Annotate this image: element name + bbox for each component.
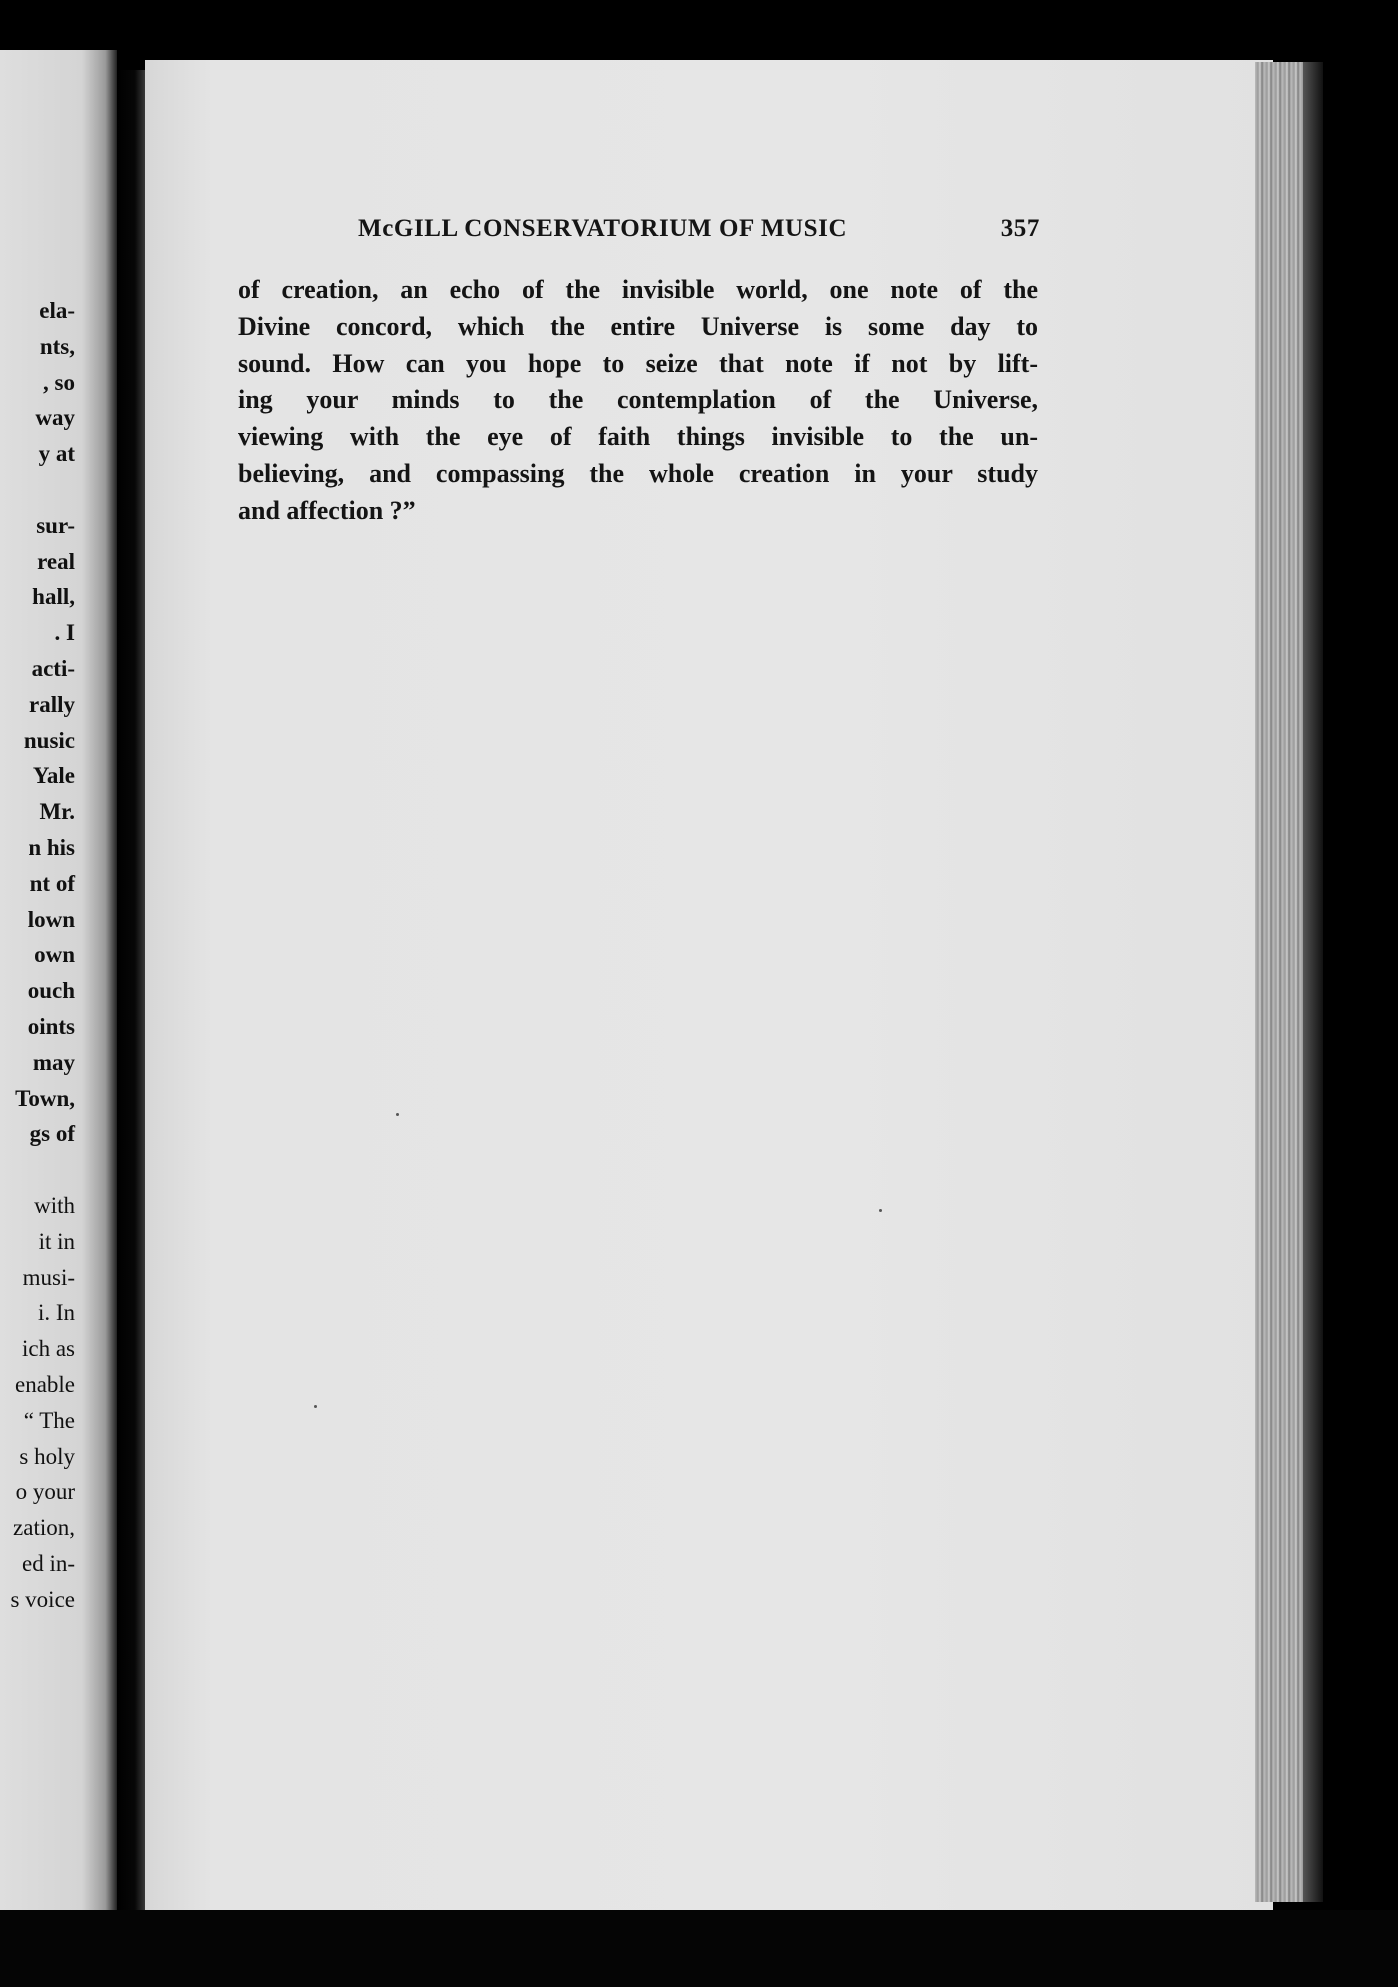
left-line: . I [54, 620, 75, 646]
left-line: n his [28, 834, 75, 860]
scan-bottom-border [0, 1910, 1398, 1987]
left-line: way [35, 405, 75, 431]
page-edge-shadow [1303, 62, 1323, 1902]
paper-speck [396, 1113, 399, 1116]
left-line: enable [14, 1371, 75, 1397]
left-line: Yale [32, 763, 75, 789]
left-line: zation, [13, 1515, 75, 1541]
left-line: own [34, 942, 75, 968]
left-line: may [32, 1049, 75, 1075]
left-line: gs of [29, 1121, 75, 1147]
left-line: lown [27, 906, 75, 932]
left-line: ela- [39, 298, 75, 323]
left-line-blank [0, 472, 75, 508]
left-line: rally [29, 691, 75, 717]
left-line: hall, [32, 584, 75, 610]
body-paragraph [238, 272, 1038, 530]
left-line: Mr. [39, 799, 75, 825]
text-line: believing, and compassing the whole creation in your study [238, 458, 1038, 488]
left-line: with [34, 1192, 75, 1218]
text-line: sound. How can you hope to seize that note if not by lift- [238, 348, 1038, 378]
text-line: ing your minds to the contemplation of the Universe, [238, 385, 1038, 415]
left-line: i. In [37, 1300, 75, 1326]
left-line: ouch [27, 978, 75, 1004]
left-line: sur- [36, 512, 75, 538]
left-line: s voice [10, 1586, 75, 1612]
left-line: acti- [31, 655, 75, 681]
left-line: s holy [19, 1443, 75, 1469]
left-line: y at [38, 441, 75, 467]
running-title: McGILL CONSERVATORIUM OF MUSIC [358, 215, 848, 242]
text-line: of creation, an echo of the invisible world, one note of the [238, 275, 1038, 304]
text-line: and affection ?” [238, 495, 416, 525]
page-number: 357 [1000, 215, 1040, 242]
left-line-blank [0, 1152, 75, 1188]
left-line: it in [38, 1228, 75, 1254]
previous-page-text [0, 293, 75, 1617]
left-line: musi- [22, 1264, 75, 1290]
text-line: viewing with the eye of faith things invisible to the un- [238, 422, 1038, 452]
left-line: oints [27, 1013, 75, 1039]
left-line: nusic [23, 727, 75, 753]
page-edges [1255, 62, 1303, 1902]
left-line: nt of [29, 870, 75, 896]
left-line: Town, [15, 1085, 75, 1111]
book-gutter [117, 70, 147, 1930]
left-line: nts, [39, 333, 75, 359]
left-line: ich as [21, 1336, 75, 1362]
text-line: Divine concord, which the entire Universe is some day to [238, 311, 1038, 341]
previous-page-fragment [0, 50, 117, 1910]
left-line: ed in- [21, 1550, 75, 1576]
paper-speck [879, 1209, 882, 1212]
left-line: “ The [23, 1407, 75, 1433]
left-line: , so [43, 369, 75, 395]
paper-speck [314, 1405, 317, 1408]
left-line: o your [15, 1479, 75, 1505]
left-line: real [37, 548, 75, 574]
